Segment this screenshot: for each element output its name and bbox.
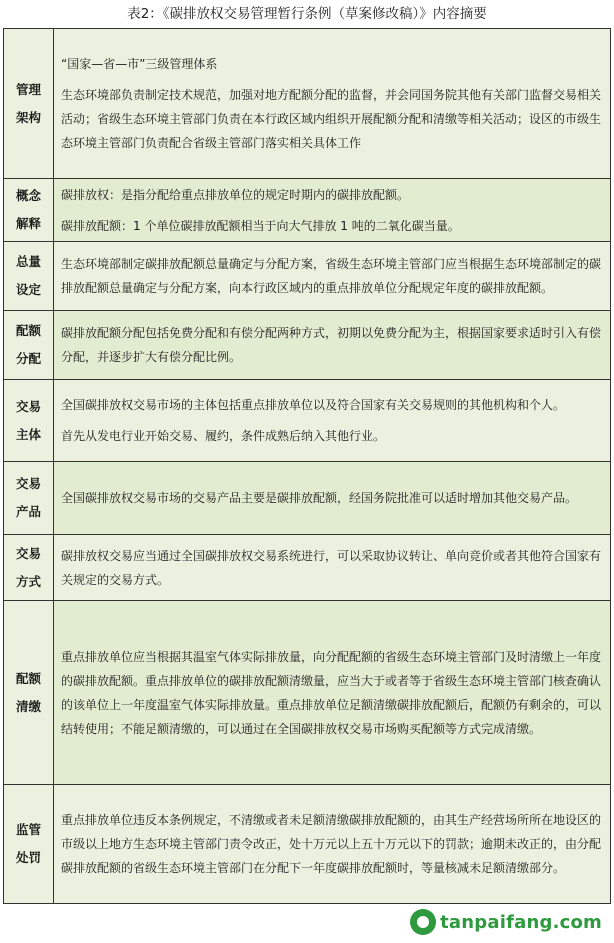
row-label-line: 监管	[15, 822, 41, 837]
row-label-line: 交易	[15, 398, 41, 414]
row-label	[4, 311, 54, 379]
row-label-line: 交易	[15, 545, 41, 561]
table-row	[4, 601, 610, 785]
row-paragraph: 重点排放单位应当根据其温室气体实际排放量，向分配配额的省级生态环境主管部门及时清缴上一年度的碳排放配额。重点排放单位的碳排放配额清缴量，应当大于或者等于省级生态环境主管部门核查确认的该单位上一年度温室气体实际排放量。重点排放单位足额清缴碳排放配额后，配额仍有剩余的，可以结转使用；不能足额清缴的，可以通过在全国碳排放权交易市场购买配额等方式完成清缴。	[61, 649, 602, 736]
row-content	[54, 785, 610, 903]
row-paragraph: 重点排放单位违反本条例规定，不清缴或者未足额清缴碳排放配额的，由其生产经营场所所在地设区的市级以上地方生态环境主管部门责令改正，处十万元以上五十万元以下的罚款；逾期未改正的，由分配碳排放配额的省级生态环境主管部门在分配下一年度碳排放配额时，等量核减未足额清缴部分。	[61, 813, 602, 875]
row-content	[54, 242, 610, 310]
watermark	[410, 907, 602, 937]
table-row	[4, 242, 610, 311]
row-paragraph: 全国碳排放权交易市场的主体包括重点排放单位以及符合国家有关交易规则的其他机构和个人。	[61, 398, 566, 412]
tanpaifang-logo-icon	[410, 909, 436, 935]
row-label-line: 设定	[15, 282, 41, 297]
row-paragraph: 全国碳排放权交易市场的交易产品主要是碳排放配额，经国务院批准可以适时增加其他交易产品。	[61, 491, 578, 505]
row-content	[54, 380, 610, 461]
row-content	[54, 311, 610, 379]
row-label	[4, 29, 54, 178]
row-paragraph: 碳排放配额分配包括免费分配和有偿分配两种方式，初期以免费分配为主，根据国家要求适时引入有偿分配，并逐步扩大有偿分配比例。	[61, 326, 602, 364]
row-label-line: 处罚	[15, 850, 41, 865]
row-label	[4, 785, 54, 903]
row-content	[54, 29, 610, 178]
row-label	[4, 380, 54, 461]
row-label	[4, 242, 54, 310]
row-label-line: 产品	[15, 504, 41, 519]
row-content	[54, 179, 610, 241]
table-row	[4, 462, 610, 535]
row-label	[4, 179, 54, 241]
summary-table	[3, 28, 611, 904]
row-label	[4, 462, 54, 534]
row-paragraph: 碳排放权：是指分配给重点排放单位的规定时期内的碳排放配额。	[61, 187, 410, 202]
row-paragraph: “国家—省—市”三级管理体系	[61, 57, 218, 71]
row-paragraph: 首先从发电行业开始交易、履约，条件成熟后纳入其他行业。	[61, 429, 386, 443]
row-label	[4, 535, 54, 600]
row-content	[54, 462, 610, 534]
table-row	[4, 179, 610, 242]
row-label-line: 配额	[15, 670, 41, 686]
table-row	[4, 29, 610, 179]
watermark-text: tanpaifang.com	[440, 911, 602, 933]
row-content	[54, 601, 610, 784]
row-paragraph: 碳排放权交易应当通过全国碳排放权交易系统进行，可以采取协议转让、单向竞价或者其他符合国家有关规定的交易方式。	[61, 548, 602, 587]
row-label	[4, 601, 54, 784]
table-row	[4, 311, 610, 380]
table-row	[4, 785, 610, 903]
row-label-line: 总量	[15, 254, 41, 269]
row-label-line: 概念	[15, 188, 41, 203]
table-row	[4, 535, 610, 601]
table-caption: 表2：《碳排放权交易管理暂行条例（草案修改稿）》内容摘要	[127, 6, 487, 22]
table-row	[4, 380, 610, 462]
row-content	[54, 535, 610, 600]
row-paragraph: 生态环境部负责制定技术规范，加强对地方配额分配的监督，并会同国务院其他有关部门监督交易相关活动；省级生态环境主管部门负责在本行政区域内组织开展配额分配和清缴等相关活动；设区的市级生态环境主管部门负责配合省级主管部门落实相关具体工作	[61, 88, 602, 150]
row-label-line: 管理	[15, 81, 41, 97]
row-label-line: 解释	[15, 216, 41, 231]
row-label-line: 方式	[15, 573, 41, 589]
row-label-line: 交易	[15, 476, 41, 491]
row-label-line: 分配	[15, 351, 41, 366]
row-label-line: 架构	[15, 109, 41, 125]
row-paragraph: 碳排放配额：1 个单位碳排放配额相当于向大气排放 1 吨的二氧化碳当量。	[61, 218, 460, 233]
row-label-line: 配额	[15, 323, 41, 338]
row-label-line: 主体	[15, 426, 41, 442]
row-paragraph: 生态环境部制定碳排放配额总量确定与分配方案，省级生态环境主管部门应当根据生态环境部制定的碳排放配额总量确定与分配方案，向本行政区域内的重点排放单位分配规定年度的碳排放配额。	[61, 257, 602, 295]
row-label-line: 清缴	[15, 698, 41, 714]
